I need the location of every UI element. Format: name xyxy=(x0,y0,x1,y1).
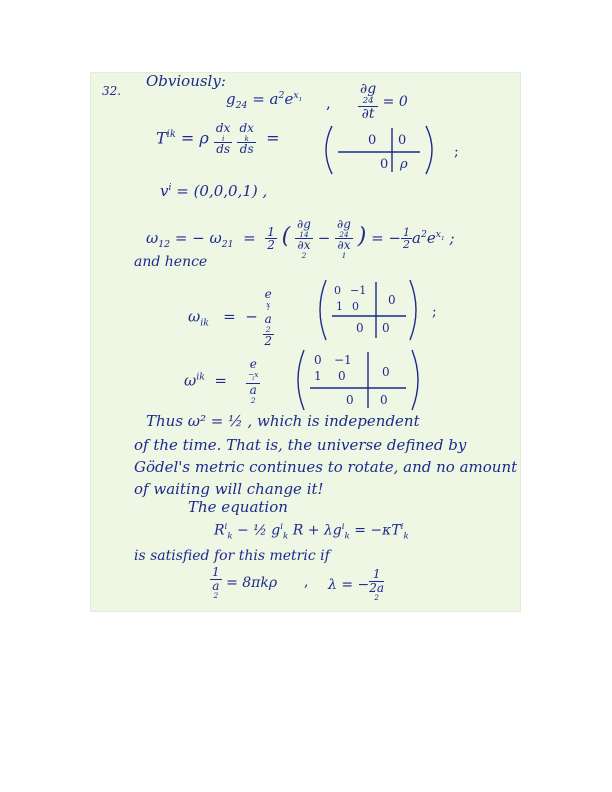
equation-g24: $g_{24} = a^2e^{x_1}$ xyxy=(226,90,303,111)
matrix-T xyxy=(324,124,434,176)
matrix-T-cell-11: ρ xyxy=(400,157,408,172)
equation-final-2: λ = − 1 2a 2 xyxy=(328,567,385,603)
semicolon-2: ; xyxy=(432,304,437,320)
equation-omega-ik-upper: $\omega^{ik}$ = e −x 1 a 2 xyxy=(184,357,259,405)
equation-v: $v^i = (0,0,0,1)$ , xyxy=(160,182,268,200)
matrix-upper-a21: 1 xyxy=(314,369,322,383)
para-line-3: Gödel's metric continues to rotate, and no amount xyxy=(134,458,518,476)
matrix-omega-upper xyxy=(296,348,420,412)
equation-omega12: $\omega_{12}$ = − $\omega_{21}$ = $\frac{1}{2}$ ( ∂g 14 ∂x 2 − ∂g 24 ∂x 1 ) = − $\frac{1}{2}$ $a^2e^{x_1}$ ; xyxy=(146,217,455,260)
comma-final: , xyxy=(304,574,309,590)
matrix-upper-c: 0 xyxy=(346,393,354,407)
equation-dg24-dt: ∂g 24 ∂t = 0 xyxy=(360,81,408,122)
matrix-T-cell-01: 0 xyxy=(398,133,407,148)
para-line-1: Thus ω² = ½ , which is independent xyxy=(146,412,420,430)
matrix-lower-d1: 0 xyxy=(382,321,390,335)
matrix-upper-a11: 0 xyxy=(314,353,322,367)
matrix-lower-a11: 0 xyxy=(334,284,341,297)
equation-final-1: 1 a 2 = 8πkρ xyxy=(212,565,278,601)
satisfied-line: is satisfied for this metric if xyxy=(134,548,330,564)
matrix-lower-a21: 1 xyxy=(336,300,343,313)
matrix-upper-a22: 0 xyxy=(338,369,346,383)
equation-field: $R^i_k$ − ½ $g^i_k$ $R + \lambda g^i_k = -\kappa T^i_k$ xyxy=(214,522,409,542)
matrix-omega-lower xyxy=(318,278,418,342)
comma-1: , xyxy=(326,94,331,112)
and-hence: and hence xyxy=(134,254,208,270)
matrix-upper-a12: −1 xyxy=(334,353,352,367)
equation-intro: The equation xyxy=(188,498,288,516)
para-line-2: of the time. That is, the universe defined by xyxy=(134,436,467,454)
para-line-4: of waiting will change it! xyxy=(134,480,324,498)
matrix-T-cell-00: 0 xyxy=(368,133,377,148)
problem-number: 32. xyxy=(102,84,122,98)
equation-omega-ik-lower: $\omega_{ik}$ = − e x 1 a 2 2 xyxy=(188,287,272,348)
matrix-lower-b: 0 xyxy=(388,293,396,307)
matrix-upper-b: 0 xyxy=(382,365,390,379)
equation-T-ik: $T^{ik} = \rho$ dx i ds dx k ds = xyxy=(156,121,280,157)
matrix-lower-c: 0 xyxy=(356,321,364,335)
matrix-lower-a12: −1 xyxy=(350,284,367,297)
matrix-lower-a22: 0 xyxy=(352,300,359,313)
matrix-upper-d1: 0 xyxy=(380,393,388,407)
heading-obviously: Obviously: xyxy=(146,72,226,90)
semicolon-1: ; xyxy=(454,144,459,160)
matrix-T-cell-10: 0 xyxy=(380,157,389,172)
notebook-page xyxy=(90,72,521,612)
